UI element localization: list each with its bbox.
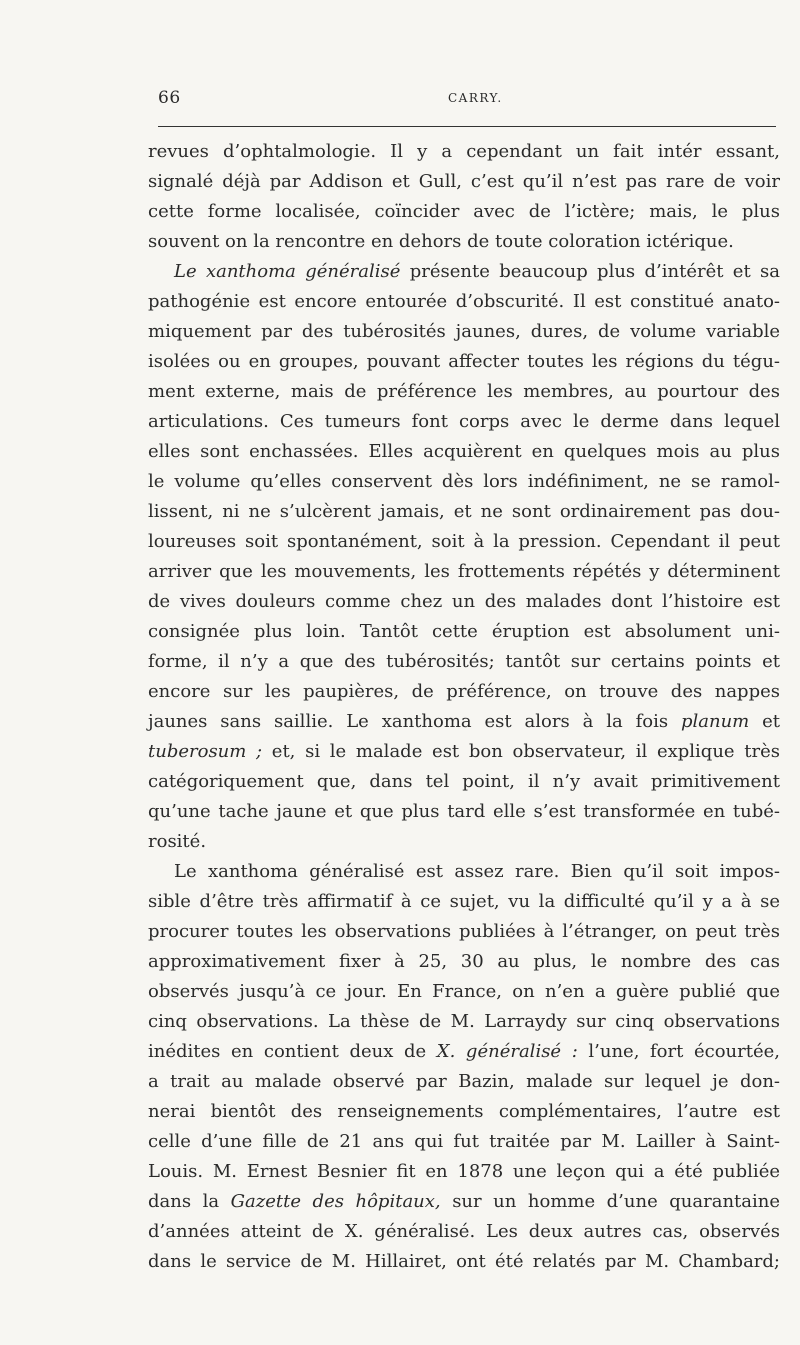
text-line: [148, 197, 780, 227]
text-line: [148, 587, 780, 617]
text-line: [148, 377, 780, 407]
page-number: 66: [158, 88, 181, 108]
line-text: dans le service de M. Hillairet, ont été relatés par M. Chambard;: [148, 1251, 780, 1272]
line-text: qu’une tache jaune et que plus tard elle s’est transformée en tubé-: [148, 801, 780, 822]
text-line: [148, 1037, 780, 1067]
text-line: [148, 1217, 780, 1247]
text-line: [148, 227, 780, 257]
text-line: [148, 527, 780, 557]
text-line: [148, 257, 780, 287]
line-text-tail: l’une, fort écourtée,: [577, 1041, 780, 1062]
running-head: CARRY.: [448, 91, 503, 105]
line-text: Le xanthoma généralisé est assez rare. Bien qu’il soit impos-: [174, 861, 780, 882]
text-line: [148, 1067, 780, 1097]
text-line: [148, 1127, 780, 1157]
line-text: présente beaucoup plus d’intérêt et sa: [400, 261, 780, 282]
text-line: [148, 857, 780, 887]
text-line: [148, 557, 780, 587]
line-text: dans la: [148, 1191, 231, 1212]
text-line: [148, 677, 780, 707]
italic-phrase: Le xanthoma généralisé: [174, 261, 401, 282]
text-line: [148, 827, 780, 857]
text-line: [148, 887, 780, 917]
text-line: [148, 497, 780, 527]
line-text: inédites en contient deux de: [148, 1041, 437, 1062]
line-text: celle d’une fille de 21 ans qui fut traitée par M. Lailler à Saint-: [148, 1131, 780, 1152]
body-text: [148, 137, 780, 1277]
italic-phrase: X. généralisé :: [436, 1041, 578, 1062]
text-line: [148, 977, 780, 1007]
text-line: [148, 707, 780, 737]
line-text: pathogénie est encore entourée d’obscurité. Il est constitué anato-: [148, 291, 780, 312]
line-text: lissent, ni ne s’ulcèrent jamais, et ne sont ordinairement pas dou-: [148, 501, 780, 522]
line-text: arriver que les mouvements, les frottements répétés y déterminent: [148, 561, 780, 582]
line-text: et, si le malade est bon observateur, il explique très: [262, 741, 780, 762]
line-text: cinq observations. La thèse de M. Larraydy sur cinq observations: [148, 1011, 780, 1032]
text-line: [148, 347, 780, 377]
header-rule: [158, 126, 776, 127]
text-line: [148, 797, 780, 827]
line-text: miquement par des tubérosités jaunes, dures, de volume variable: [148, 321, 780, 342]
text-line: [148, 437, 780, 467]
text-line: [148, 767, 780, 797]
text-line: [148, 1187, 780, 1217]
line-text: nerai bientôt des renseignements complémentaires, l’autre est: [148, 1101, 780, 1122]
line-text: Louis. M. Ernest Besnier fit en 1878 une leçon qui a été publiée: [148, 1161, 780, 1182]
text-line: [148, 467, 780, 497]
line-text: loureuses soit spontanément, soit à la pression. Cependant il peut: [148, 531, 780, 552]
line-text: isolées ou en groupes, pouvant affecter toutes les régions du tégu-: [148, 351, 780, 372]
line-text: a trait au malade observé par Bazin, malade sur lequel je don-: [148, 1071, 780, 1092]
text-line: [148, 1247, 780, 1277]
italic-phrase: Gazette des hôpitaux,: [230, 1191, 441, 1212]
text-line: [148, 1157, 780, 1187]
line-text: le volume qu’elles conservent dès lors indéfiniment, ne se ramol-: [148, 471, 780, 492]
line-text: ment externe, mais de préférence les membres, au pourtour des: [148, 381, 780, 402]
text-line: [148, 647, 780, 677]
line-text: encore sur les paupières, de préférence, on trouve des nappes: [148, 681, 780, 702]
line-text-tail: sur un homme d’une quarantaine: [440, 1191, 780, 1212]
line-text: jaunes sans saillie. Le xanthoma est alors à la fois: [148, 711, 681, 732]
line-text: cette forme localisée, coïncider avec de l’ictère; mais, le plus: [148, 201, 780, 222]
line-text: signalé déjà par Addison et Gull, c’est qu’il n’est pas rare de voir: [148, 171, 780, 192]
line-text: forme, il n’y a que des tubérosités; tantôt sur certains points et: [148, 651, 780, 672]
line-text-tail: et: [749, 711, 781, 732]
text-line: [148, 947, 780, 977]
line-text: revues d’ophtalmologie. Il y a cependant un fait intér essant,: [148, 141, 780, 162]
text-line: [148, 737, 780, 767]
line-text: de vives douleurs comme chez un des malades dont l’histoire est: [148, 591, 780, 612]
text-line: [148, 287, 780, 317]
line-text: approximativement fixer à 25, 30 au plus, le nombre des cas: [148, 951, 780, 972]
line-text: procurer toutes les observations publiées à l’étranger, on peut très: [148, 921, 780, 942]
line-text: observés jusqu’à ce jour. En France, on n’en a guère publié que: [148, 981, 780, 1002]
line-text: sible d’être très affirmatif à ce sujet, vu la difficulté qu’il y a à se: [148, 891, 780, 912]
italic-phrase: tuberosum ;: [148, 741, 263, 762]
text-line: [148, 137, 780, 167]
line-text: consignée plus loin. Tantôt cette éruption est absolument uni-: [148, 621, 780, 642]
text-line: [148, 167, 780, 197]
text-line: [148, 617, 780, 647]
italic-phrase: planum: [680, 711, 750, 732]
text-line: [148, 1007, 780, 1037]
text-line: [148, 317, 780, 347]
line-text: articulations. Ces tumeurs font corps avec le derme dans lequel: [148, 411, 780, 432]
line-text: elles sont enchassées. Elles acquièrent en quelques mois au plus: [148, 441, 780, 462]
page-header: [158, 88, 778, 116]
text-line: [148, 407, 780, 437]
line-text: d’années atteint de X. généralisé. Les deux autres cas, observés: [148, 1221, 780, 1242]
line-text: rosité.: [148, 831, 207, 852]
line-text: souvent on la rencontre en dehors de toute coloration ictérique.: [148, 231, 734, 252]
line-text: catégoriquement que, dans tel point, il n’y avait primitivement: [148, 771, 780, 792]
text-line: [148, 1097, 780, 1127]
text-line: [148, 917, 780, 947]
